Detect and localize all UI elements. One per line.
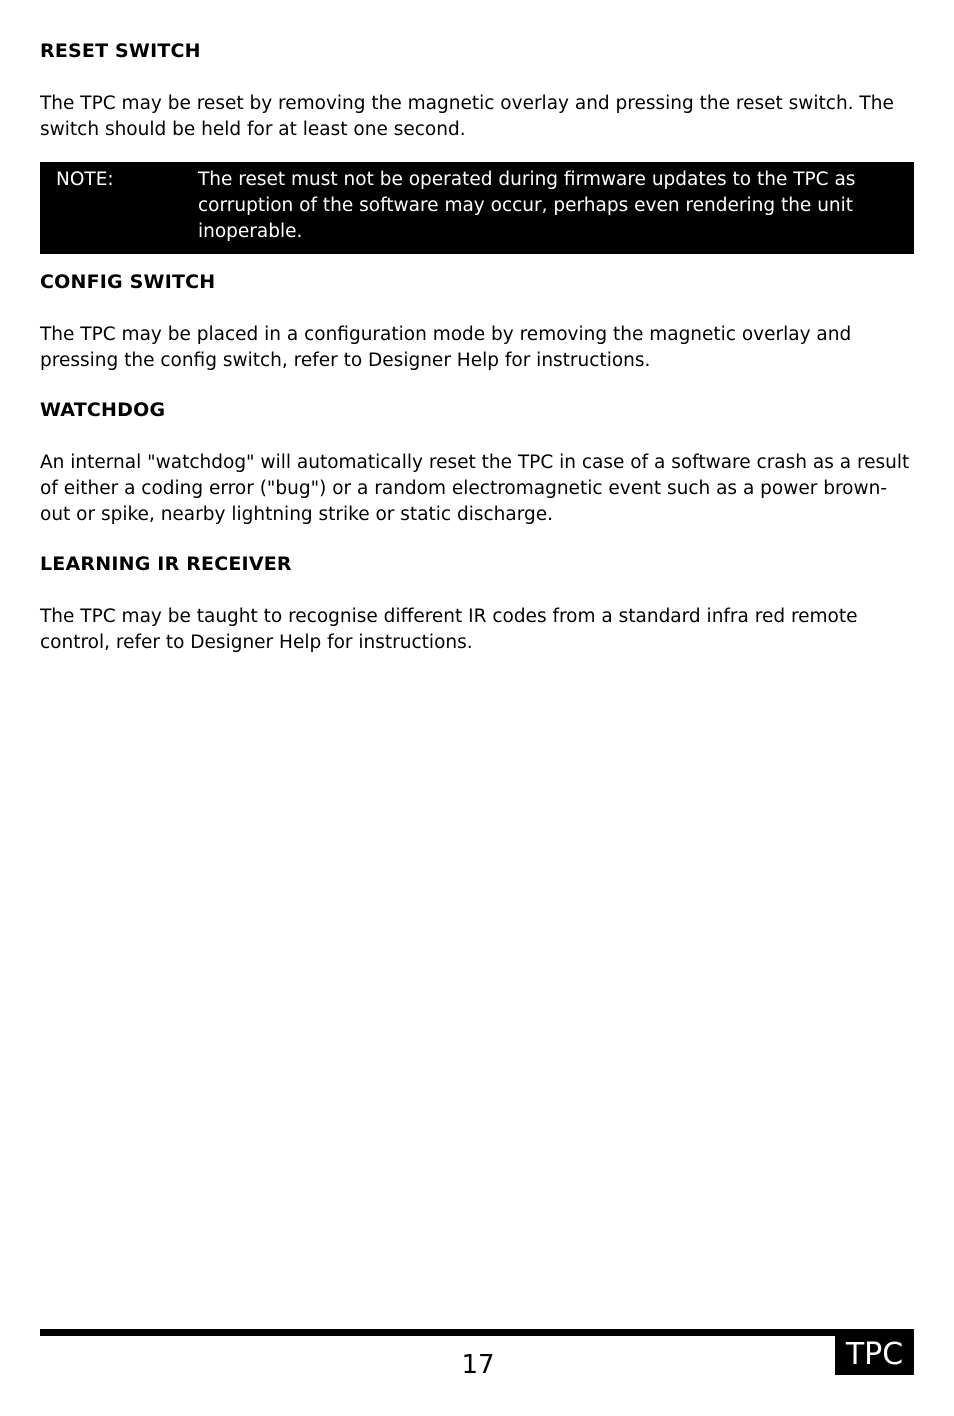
watchdog-heading: WATCHDOG	[40, 399, 166, 421]
note-label: NOTE:	[56, 169, 114, 190]
footer-brand-logo: TPC	[835, 1334, 914, 1375]
page-number: 17	[461, 1350, 495, 1380]
config-switch-heading: CONFIG SWITCH	[40, 271, 216, 293]
watchdog-paragraph: An internal "watchdog" will automatically reset the TPC in case of a software crash as a result of either a coding error ("bug") or a random electromagnetic event such as a power brown-out or spike, nearby lightning strike or static discharge.	[40, 452, 910, 525]
learning-ir-receiver-paragraph: The TPC may be taught to recognise different IR codes from a standard infra red remote control, refer to Designer Help for instructions.	[40, 606, 858, 653]
reset-switch-heading: RESET SWITCH	[40, 40, 201, 62]
note-text: The reset must not be operated during firmware updates to the TPC as corruption of the software may occur, perhaps even rendering the unit inoperable.	[198, 169, 856, 242]
footer-divider	[40, 1329, 914, 1336]
reset-switch-paragraph: The TPC may be reset by removing the magnetic overlay and pressing the reset switch. The switch should be held for at least one second.	[40, 93, 894, 140]
learning-ir-receiver-heading: LEARNING IR RECEIVER	[40, 553, 292, 575]
note-box	[40, 162, 914, 254]
config-switch-paragraph: The TPC may be placed in a configuration mode by removing the magnetic overlay and pressing the config switch, refer to Designer Help for instructions.	[40, 324, 852, 371]
